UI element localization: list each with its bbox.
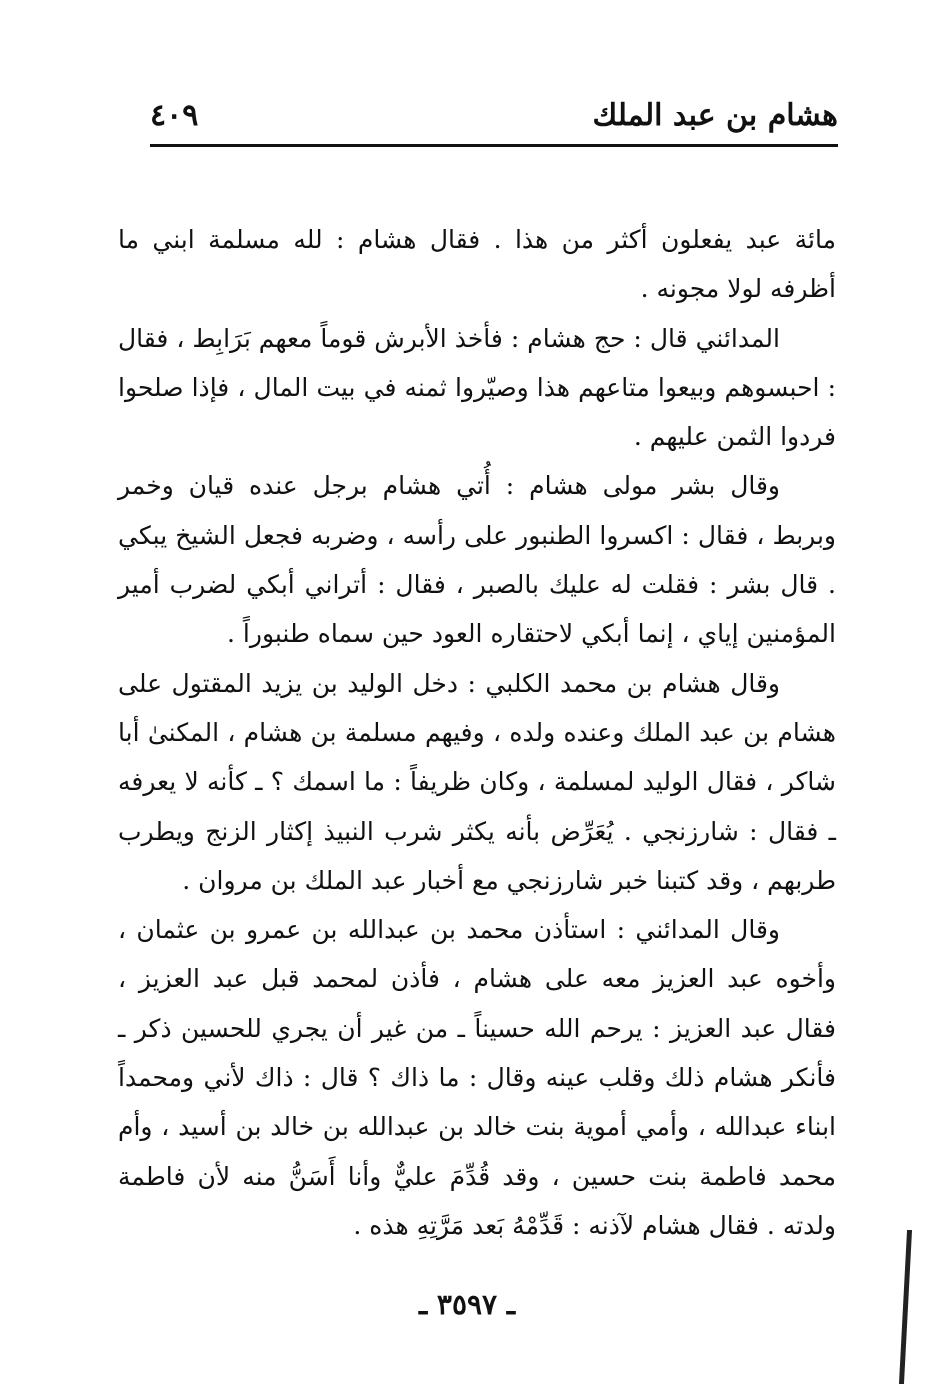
running-title: هشام بن عبد الملك (592, 98, 838, 133)
paragraph-1: مائة عبد يفعلون أكثر من هذا . فقال هشام : لله مسلمة ابني ما أظرفه لولا مجونه . (118, 225, 836, 304)
paragraph-2: المدائني قال : حج هشام : فأخذ الأبرش قوماً معهم بَرَابِط ، فقال : احبسوهم وبيعوا متاعهم هذا وصيّروا ثمنه في بيت المال ، فإذا صلحوا فردوا الثمن عليهم . (118, 323, 836, 452)
page-header (150, 98, 838, 147)
paragraph-3: وقال بشر مولى هشام : أُتي هشام برجل عنده قيان وخمر وبربط ، فقال : اكسروا الطنبور على رأسه ، وضربه فجعل الشيخ يبكي . قال بشر : فقلت له عليك بالصبر ، فقال : أتراني أبكي لضرب أمير المؤمنين إياي ، إنما أبكي لاحتقاره العود حين سماه طنبوراً . (118, 471, 836, 649)
paragraph-5: وقال المدائني : استأذن محمد بن عبدالله بن عمرو بن عثمان ، وأخوه عبد العزيز معه على هشام ، فأذن لمحمد قبل عبد العزيز ، فقال عبد العزيز : يرحم الله حسيناً ـ من غير أن يجري للحسين ذكر ـ فأنكر هشام ذلك وقلب عينه وقال : ما ذاك ؟ قال : ذاك لأني ومحمداً ابناء عبدالله ، وأمي أموية بنت خالد بن عبدالله بن خالد بن أسيد ، وأم محمد فاطمة بنت حسين ، وقد قُدِّمَ عليٌّ وأنا أَسَنُّ منه لأن فاطمة ولدته . فقال هشام لآذنه : قَدِّمْهُ بَعد مَرَّتِهِ هذه . (118, 915, 836, 1240)
footer-page-number: ـ ٣٥٩٧ ـ (418, 1288, 516, 1321)
page-number: ٤٠٩ (150, 98, 199, 133)
body-text (118, 215, 836, 1250)
paragraph-4: وقال هشام بن محمد الكلبي : دخل الوليد بن يزيد المقتول على هشام بن عبد الملك وعنده ولده ، وفيهم مسلمة بن هشام ، المكنىٰ أبا شاكر ، فقال الوليد لمسلمة ، وكان ظريفاً : ما اسمك ؟ ـ كأنه لا يعرفه ـ فقال : شارزنجي . يُعَرِّض بأنه يكثر شرب النبيذ إكثار الزنج ويطرب طربهم ، وقد كتبنا خبر شارزنجي مع أخبار عبد الملك بن مروان . (118, 668, 836, 895)
